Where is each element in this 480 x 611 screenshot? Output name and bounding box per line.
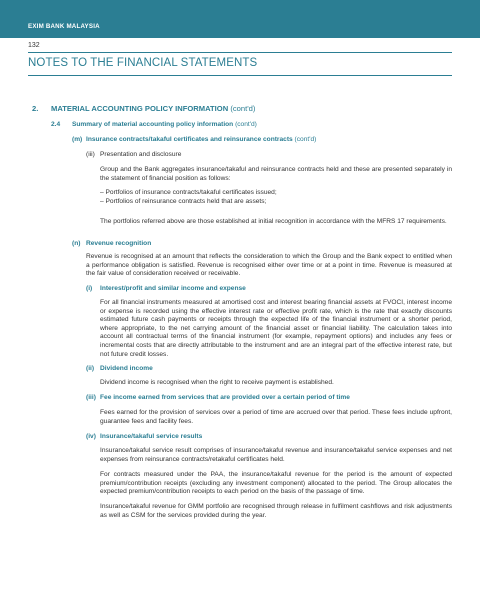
n-ii-text: Dividend income is recognised when the right to receive payment is established. [100,379,334,386]
m-iii-label: (iii) [86,151,95,158]
bullet-item: – Portfolios of insurance contracts/takaful certificates issued; [100,189,277,196]
m-iii-paragraph: Group and the Bank aggregates insurance/takaful and reinsurance contracts held and these are presented separately in the statement of financial position as follows: [100,166,452,182]
n-ii-label: (ii) [86,365,95,372]
sub-number: 2.4 [51,121,61,128]
n-iv-paragraph-1: Insurance/takaful service result comprises of insurance/takaful revenue and insurance/takaful service expenses and net expenses from reinsurance contracts/retakaful certificates held. [100,447,452,463]
sub-heading [72,121,257,130]
n-iii-title: Fee income earned from services that are provided over a certain period of time [100,394,350,401]
header-rule-bottom [28,75,452,76]
m-heading [86,136,316,145]
m-cont: (cont'd) [294,136,317,143]
sub-title: Summary of material accounting policy information [72,121,234,128]
n-i-text: For all financial instruments measured at amortised cost and interest bearing financial assets at FVOCI, interest income or expense is recorded using the effective interest rate or effective profit rate, which is the rate that exactly discounts estimated future cash payments or receipts through the expected life of the financial instrument or a shorter period, where appropriate, to the net carrying amount of the financial asset or financial liability. The calculation takes into account all contractual terms of the financial instrument (for example, repayment options) and includes any fees or incremental costs that are directly attributable to the instrument and are an integral part of the effective interest rate, but not future credit losses. [100,299,452,358]
m-iii-bullets [100,189,452,206]
m-label: (m) [72,136,83,143]
n-iii-label: (iii) [86,394,96,401]
n-i-title: Interest/profit and similar income and expense [100,285,246,292]
brand-name: EXIM BANK MALAYSIA [28,23,100,30]
m-iii-title: Presentation and disclosure [100,151,182,158]
n-ii-title: Dividend income [100,365,153,372]
n-intro: Revenue is recognised at an amount that reflects the consideration to which the Group and the Bank expect to entitled when a performance obligation is satisfied. Revenue is recognised either over time or at a point in time. Revenue is measured at the fair value of consideration received or receivable. [86,253,452,278]
sub-cont: (cont'd) [235,121,257,128]
note-title: MATERIAL ACCOUNTING POLICY INFORMATION [51,104,229,113]
n-i-label: (i) [86,285,93,292]
m-iii-paragraph-2: The portfolios referred above are those established at initial recognition in accordance with the MFRS 17 requirements. [100,218,447,225]
header-rule-top [28,52,452,53]
note-heading [51,105,255,114]
note-cont: (cont'd) [230,104,256,113]
note-number: 2. [32,104,39,113]
n-iv-paragraph-3: Insurance/takaful revenue for GMM portfolio are recognised through release in fulfilment cashflows and risk adjustments as well as CSM for the services provided during the year. [100,503,452,519]
section-title: NOTES TO THE FINANCIAL STATEMENTS [28,57,258,69]
page-number: 132 [28,42,40,49]
n-iii-text: Fees earned for the provision of services over a period of time are accrued over that period. These fees include upfront, guarantee fees and facility fees. [100,409,452,425]
n-iv-paragraph-2: For contracts measured under the PAA, the insurance/takaful revenue for the period is the amount of expected premium/contribution receipts (excluding any investment component) allocated to the period. The Group allocates the expected premium/contribution receipts to each period on the basis of the passage of time. [100,471,452,496]
n-title: Revenue recognition [86,240,152,247]
n-iv-title: Insurance/takaful service results [100,433,203,440]
bullet-item: – Portfolios of reinsurance contracts held that are assets; [100,197,267,205]
n-label: (n) [72,240,81,247]
header-band [0,0,480,38]
m-title: Insurance contracts/takaful certificates and reinsurance contracts [86,136,293,143]
n-iv-label: (iv) [86,433,96,440]
